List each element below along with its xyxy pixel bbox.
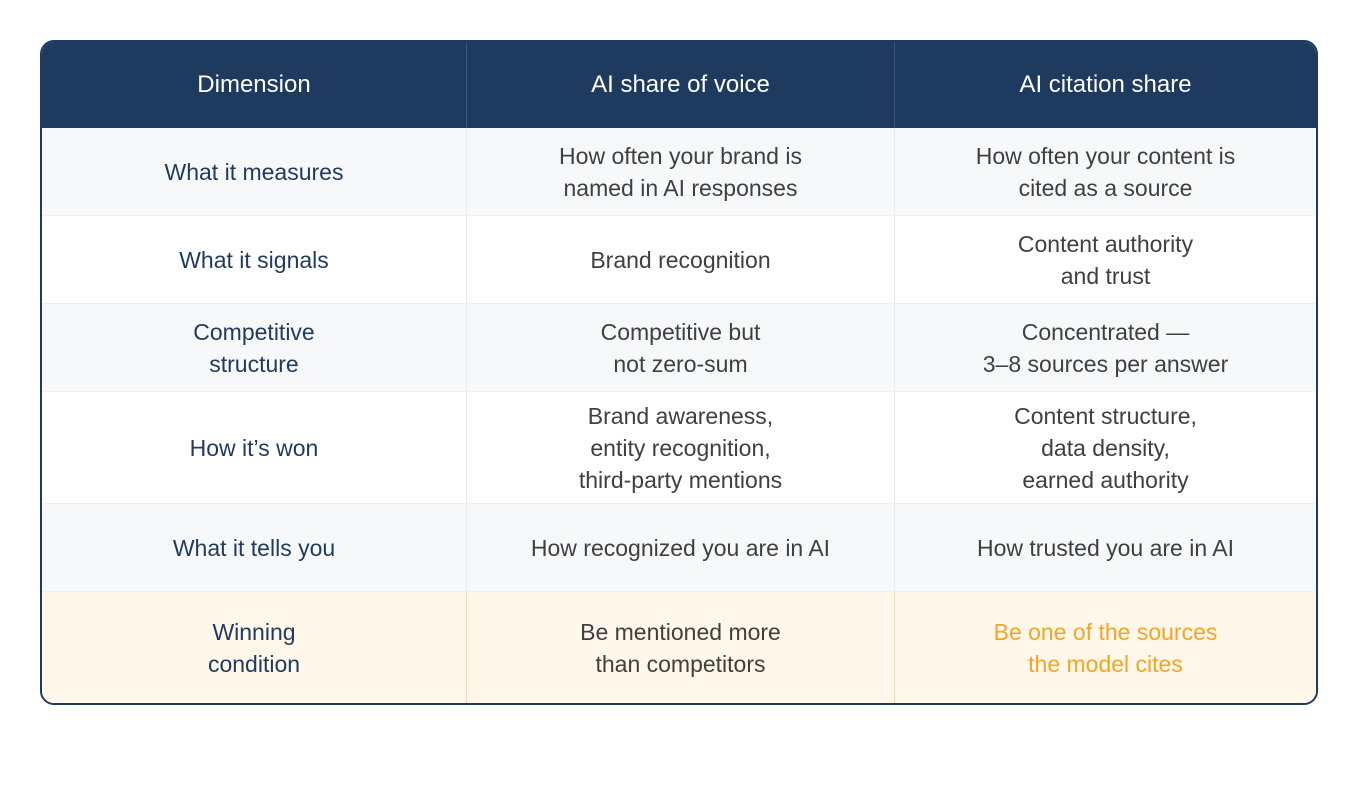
table-row: [42, 128, 1316, 216]
row-share-of-voice: Be mentioned more than competitors: [467, 592, 895, 703]
header-dimension: Dimension: [42, 42, 467, 128]
table-row: [42, 304, 1316, 392]
table-row: [42, 392, 1316, 504]
row-citation-share: How trusted you are in AI: [977, 534, 1234, 561]
header-share-of-voice: AI share of voice: [467, 42, 895, 128]
row-citation-share-highlight: Be one of the sources the model cites: [993, 618, 1218, 677]
row-share-of-voice: How often your brand is named in AI responses: [467, 128, 895, 215]
row-dimension: Competitive structure: [42, 304, 467, 391]
comparison-table: [40, 40, 1318, 705]
row-dimension: What it measures: [42, 128, 467, 215]
table-row: [42, 216, 1316, 304]
table-header-row: [42, 42, 1316, 128]
row-citation-share: How often your content is cited as a source: [975, 142, 1236, 201]
row-citation-share: Content authority and trust: [1017, 230, 1194, 289]
row-share-of-voice: How recognized you are in AI: [467, 504, 895, 591]
row-share-of-voice: Brand recognition: [467, 216, 895, 303]
row-share-of-voice: Brand awareness, entity recognition, third-party mentions: [467, 392, 895, 503]
row-share-of-voice: Competitive but not zero-sum: [467, 304, 895, 391]
row-dimension: How it’s won: [42, 392, 467, 503]
row-dimension: What it signals: [42, 216, 467, 303]
row-dimension: What it tells you: [42, 504, 467, 591]
row-citation-share: Content structure, data density, earned authority: [1014, 402, 1197, 493]
winning-condition-row: [42, 592, 1316, 703]
table-row: [42, 504, 1316, 592]
header-citation-share: AI citation share: [1019, 71, 1192, 98]
row-citation-share: Concentrated — 3–8 sources per answer: [982, 318, 1229, 377]
row-dimension: Winning condition: [42, 592, 467, 703]
